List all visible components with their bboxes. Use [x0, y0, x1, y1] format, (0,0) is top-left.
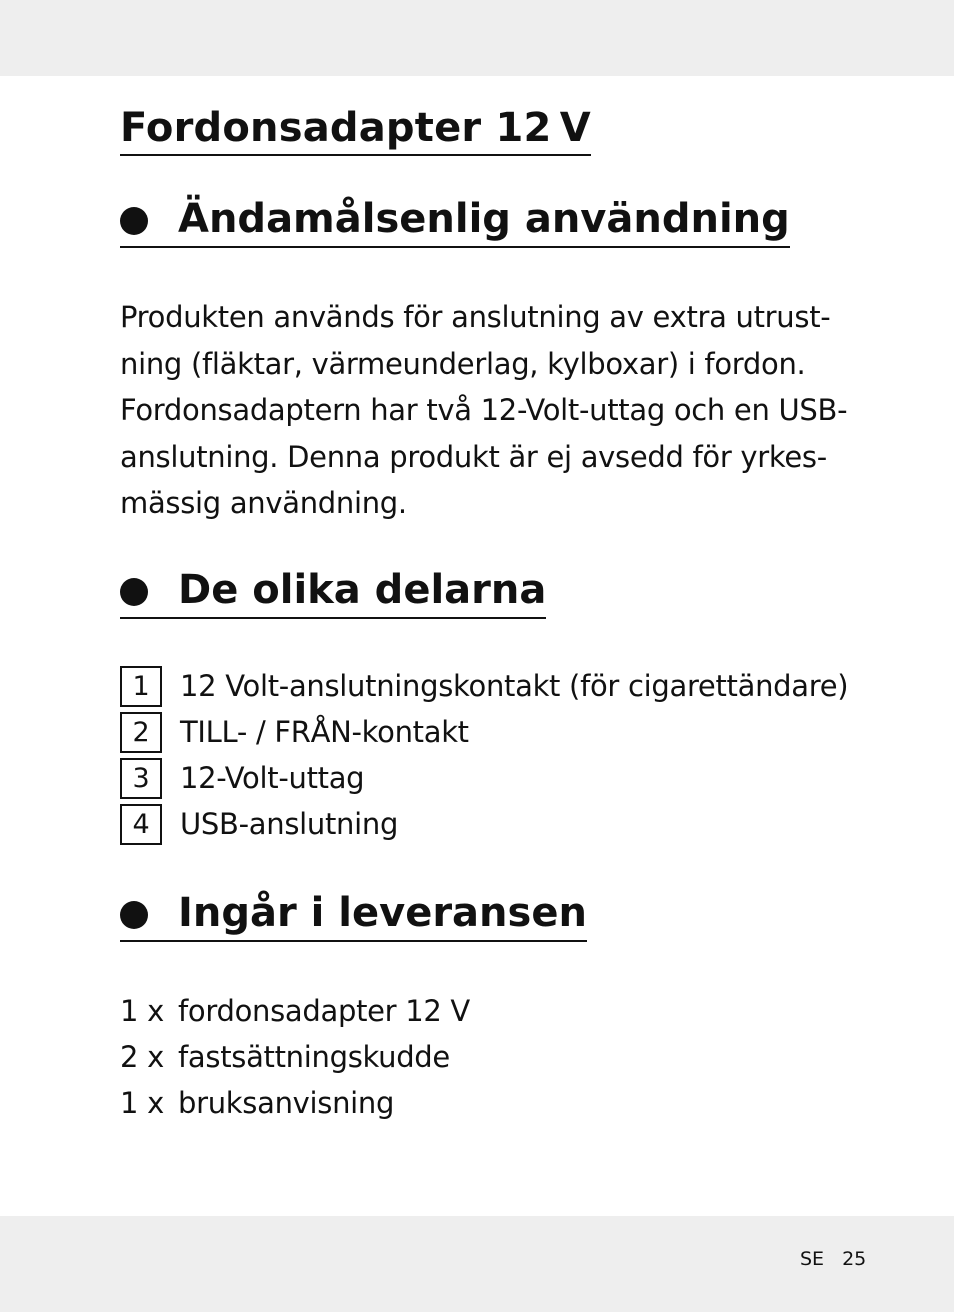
- footer-language: SE: [800, 1248, 825, 1270]
- heading-intended-use-text: Ändamålsenlig användning: [178, 196, 790, 242]
- paragraph-line: anslutning. Denna produkt är ej avsedd för yrkes-: [120, 439, 827, 474]
- delivery-quantity: 1 x: [120, 994, 164, 1028]
- top-band: [0, 0, 954, 76]
- bullet-icon: [120, 901, 148, 929]
- list-item: [120, 801, 848, 847]
- list-item: [120, 1080, 470, 1126]
- part-label: TILL- / FRÅN-kontakt: [180, 715, 469, 749]
- part-number-box: 3: [120, 758, 162, 799]
- part-number-box: 2: [120, 712, 162, 753]
- paragraph-line: mässig användning.: [120, 486, 407, 520]
- heading-delivery-text: Ingår i leveransen: [178, 890, 587, 936]
- delivery-label: bruksanvisning: [178, 1086, 395, 1120]
- intended-use-paragraph: [120, 294, 860, 527]
- list-item: [120, 755, 848, 801]
- delivery-label: fordonsadapter 12 V: [178, 994, 470, 1028]
- delivery-quantity: 1 x: [120, 1086, 164, 1120]
- heading-parts-text: De olika delarna: [178, 567, 547, 613]
- list-item: [120, 663, 848, 709]
- delivery-quantity: 2 x: [120, 1040, 164, 1074]
- delivery-list: [120, 988, 470, 1126]
- bullet-icon: [120, 207, 148, 235]
- part-label: 12-Volt-uttag: [180, 761, 365, 795]
- delivery-label: fastsättningskudde: [178, 1040, 450, 1074]
- heading-intended-use: [120, 194, 790, 248]
- part-label: 12 Volt-anslutningskontakt (för cigarettändare): [180, 669, 849, 703]
- page-title: Fordonsadapter 12 V: [120, 104, 591, 156]
- page-number: 25: [842, 1248, 867, 1270]
- page-footer: [800, 1246, 884, 1272]
- paragraph-line: Fordonsadaptern har två 12-Volt-uttag och en USB-: [120, 393, 848, 427]
- paragraph-line: ning (fläktar, värmeunderlag, kylboxar) i fordon.: [120, 346, 806, 381]
- heading-parts: [120, 565, 546, 619]
- paragraph-line: Produkten används för anslutning av extra utrust-: [120, 300, 831, 334]
- list-item: [120, 1034, 470, 1080]
- list-item: [120, 988, 470, 1034]
- list-item: [120, 709, 848, 755]
- part-number-box: 1: [120, 666, 162, 707]
- part-number-box: 4: [120, 804, 162, 845]
- part-label: USB-anslutning: [180, 807, 399, 841]
- bullet-icon: [120, 578, 148, 606]
- parts-list: [120, 663, 848, 847]
- heading-delivery: [120, 888, 587, 942]
